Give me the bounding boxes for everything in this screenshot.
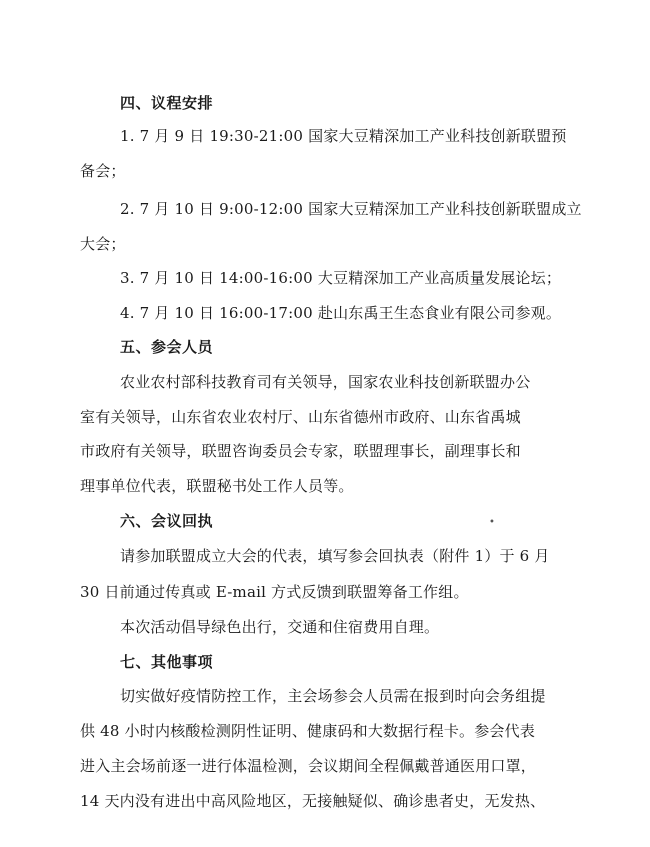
agenda-line-4: 4. 7 月 10 日 16:00-17:00 赴山东禹王生态食业有限公司参观。 [120,304,562,322]
other-line-2: 供 48 小时内核酸检测阴性证明、健康码和大数据行程卡。参会代表 [80,722,536,740]
agenda-line-2a: 2. 7 月 10 日 9:00-12:00 国家大豆精深加工产业科技创新联盟成立 [120,200,582,218]
other-line-1: 切实做好疫情防控工作，主会场参会人员需在报到时向会务组提 [120,687,546,705]
attendees-line-3: 市政府有关领导，联盟咨询委员会专家，联盟理事长，副理事长和 [80,442,521,460]
agenda-line-2b: 大会； [80,235,126,253]
other-line-4: 14 天内没有进出中高风险地区，无接触疑似、确诊患者史，无发热、 [80,792,546,810]
attendees-line-1: 农业农村部科技教育司有关领导，国家农业科技创新联盟办公 [120,373,531,391]
heading-other: 七、其他事项 [120,653,214,671]
scan-speck: • [489,517,495,528]
agenda-line-3: 3. 7 月 10 日 14:00-16:00 大豆精深加工产业高质量发展论坛； [120,269,562,287]
other-line-3: 进入主会场前逐一进行体温检测，会议期间全程佩戴普通医用口罩， [80,757,537,775]
receipt-line-1: 请参加联盟成立大会的代表，填写参会回执表（附件 1）于 6 月 [120,547,550,565]
heading-agenda: 四、议程安排 [120,94,214,112]
heading-attendees: 五、参会人员 [120,338,214,356]
agenda-line-1b: 备会； [80,162,126,180]
attendees-line-4: 理事单位代表，联盟秘书处工作人员等。 [80,477,354,495]
attendees-line-2: 室有关领导，山东省农业农村厅、山东省德州市政府、山东省禹城 [80,408,521,426]
heading-receipt: 六、会议回执 [120,512,214,530]
agenda-line-1a: 1. 7 月 9 日 19:30-21:00 国家大豆精深加工产业科技创新联盟预 [120,127,567,145]
receipt-line-3: 本次活动倡导绿色出行，交通和住宿费用自理。 [120,618,440,636]
receipt-line-2: 30 日前通过传真或 E-mail 方式反馈到联盟筹备工作组。 [80,583,469,601]
